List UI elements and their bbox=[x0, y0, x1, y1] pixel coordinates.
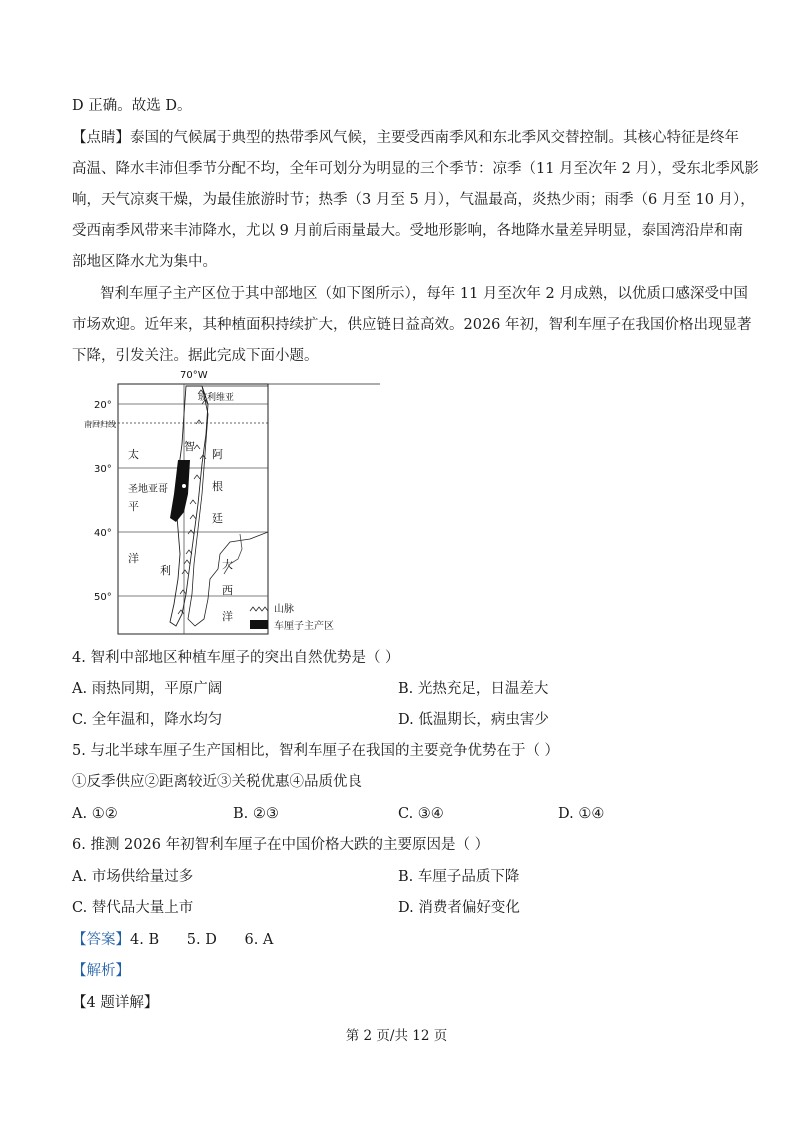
pacific-label: 太 bbox=[128, 448, 139, 461]
atlantic-label: 大 bbox=[222, 558, 233, 571]
pacific-label: 洋 bbox=[128, 552, 139, 565]
question-stem: 5. 与北半球车厘子生产国相比，智利车厘子在我国的主要竞争优势在于（ ） bbox=[72, 743, 560, 759]
text-line: D 正确。故选 D。 bbox=[72, 98, 192, 114]
question-stem: 6. 推测 2026 年初智利车厘子在中国价格大跌的主要原因是（ ） bbox=[72, 837, 490, 853]
legend-mountain-icon bbox=[250, 607, 268, 611]
detail-label: 【4 题详解】 bbox=[72, 995, 159, 1011]
cherry-region bbox=[170, 460, 190, 522]
text-line: 高温、降水丰沛但季节分配不均，全年可划分为明显的三个季节：凉季（11 月至次年 2 月），受东北季风影 bbox=[72, 161, 759, 177]
lat-label: 40° bbox=[94, 528, 112, 539]
intro-line: 智利车厘子主产区位于其中部地区（如下图所示），每年 11 月至次年 2 月成熟，以优质口感深受中国 bbox=[100, 286, 748, 302]
option-a[interactable]: A. ①② bbox=[72, 806, 118, 822]
legend-region-label: 车厘子主产区 bbox=[274, 621, 334, 632]
analysis-label: 【解析】 bbox=[72, 963, 130, 979]
question-stem: 4. 智利中部地区种植车厘子的突出自然优势是（ ） bbox=[72, 650, 400, 666]
option-b[interactable]: B. ②③ bbox=[233, 806, 279, 822]
atlantic-label: 西 bbox=[222, 584, 233, 597]
option-c[interactable]: C. 全年温和，降水均匀 bbox=[72, 712, 223, 728]
option-c[interactable]: C. 替代品大量上市 bbox=[72, 900, 194, 916]
tropic-label: 南回归线 bbox=[84, 420, 116, 429]
lat-label: 20° bbox=[94, 400, 112, 411]
map-frame bbox=[118, 384, 268, 634]
text-line: 响，天气凉爽干燥，为最佳旅游时节；热季（3 月至 5 月），气温最高，炎热少雨；雨季（6 月至 10 月）， bbox=[72, 192, 755, 208]
answer-values: 4. B 5. D 6. A bbox=[130, 932, 274, 948]
intro-line: 下降，引发关注。据此完成下面小题。 bbox=[72, 348, 319, 364]
lat-label: 50° bbox=[94, 592, 112, 603]
option-d[interactable]: D. 消费者偏好变化 bbox=[398, 900, 520, 916]
option-d[interactable]: D. 低温期长，病虫害少 bbox=[398, 712, 549, 728]
note-line: 【点睛】泰国的气候属于典型的热带季风气候，主要受西南季风和东北季风交替控制。其核心特征是终年 bbox=[72, 130, 739, 146]
option-c[interactable]: C. ③④ bbox=[398, 806, 444, 822]
text-line: 部地区降水尤为集中。 bbox=[72, 254, 217, 270]
argentina-label: 廷 bbox=[212, 512, 223, 525]
longitude-label: 70°W bbox=[180, 370, 208, 381]
option-d[interactable]: D. ①④ bbox=[558, 806, 605, 822]
santiago-dot bbox=[182, 484, 187, 489]
legend-mountain-label: 山脉 bbox=[274, 604, 294, 615]
intro-line: 市场欢迎。近年来，其种植面积持续扩大，供应链日益高效。2026 年初，智利车厘子在我国价格出现显著 bbox=[72, 317, 752, 333]
pacific-label: 平 bbox=[128, 500, 139, 513]
option-a[interactable]: A. 雨热同期，平原广阔 bbox=[72, 681, 223, 697]
atlantic-label: 洋 bbox=[222, 610, 233, 623]
text-line: 受西南季风带来丰沛降水，尤以 9 月前后雨量最大。受地形影响，各地降水量差异明显，泰国湾沿岸和南 bbox=[72, 223, 743, 239]
answer-label: 【答案】 bbox=[72, 932, 130, 948]
option-a[interactable]: A. 市场供给量过多 bbox=[72, 869, 194, 885]
argentina-label: 阿 bbox=[212, 448, 223, 461]
option-b[interactable]: B. 光热充足，日温差大 bbox=[398, 681, 549, 697]
lat-label: 30° bbox=[94, 464, 112, 475]
santiago-label: 圣地亚哥 bbox=[128, 484, 168, 495]
option-b[interactable]: B. 车厘子品质下降 bbox=[398, 869, 520, 885]
chile-map bbox=[84, 364, 390, 644]
bolivia-label: 玻利维亚 bbox=[198, 393, 235, 403]
chile-label: 利 bbox=[160, 564, 171, 577]
chile-label: 智 bbox=[184, 440, 195, 453]
page-footer: 第 2 页/共 12 页 bbox=[345, 1028, 448, 1044]
answer-line bbox=[72, 930, 273, 950]
argentina-label: 根 bbox=[212, 480, 223, 493]
question-sub: ①反季供应②距离较近③关税优惠④品质优良 bbox=[72, 774, 362, 790]
legend-region-icon bbox=[250, 620, 268, 629]
